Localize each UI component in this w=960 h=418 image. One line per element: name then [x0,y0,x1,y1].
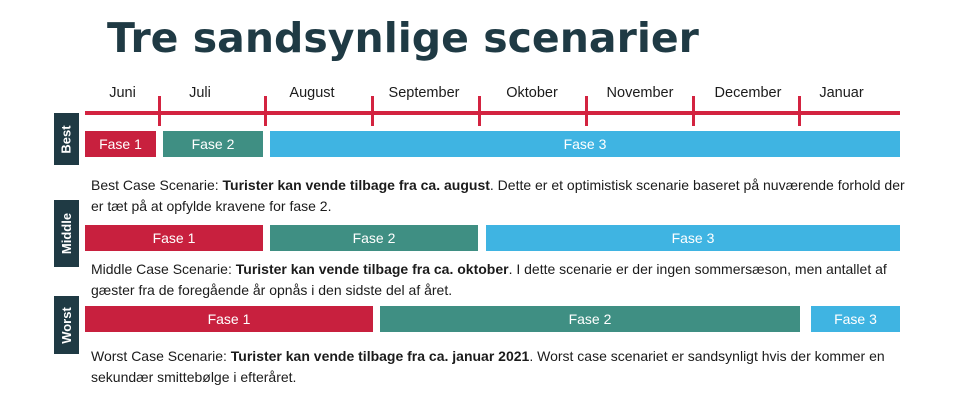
scenario-description: Best Case Scenarie: Turister kan vende tilbage fra ca. august. Dette er et optimistisk scenarie baseret på nuværende forhold der er tæt på at opfylde kravene for fase 2. [91,177,905,214]
month-tick [158,96,161,126]
month-label: November [606,85,674,101]
month-tick [798,96,801,126]
phase-1-bar: Fase 1 [85,225,263,251]
month-label: Juli [189,85,211,101]
month-tick [264,96,267,126]
phase-3-bar: Fase 3 [270,131,900,157]
month-label: December [714,85,782,101]
month-label: September [388,85,460,101]
phase-1-bar: Fase 1 [85,131,156,157]
scenario-label: Worst [54,296,79,354]
month-label: August [289,85,335,101]
scenario-description: Middle Case Scenarie: Turister kan vende tilbage fra ca. oktober. I dette scenarie er der ingen sommersæson, men antallet af gæster fra de foregående år opnås i den sidste del af året. [91,261,887,298]
page-title: Tre sandsynlige scenarier [107,14,699,62]
phase-2-bar: Fase 2 [270,225,478,251]
month-tick [371,96,374,126]
timeline-axis [85,111,900,115]
scenario-label: Best [54,113,79,165]
scenario-description: Worst Case Scenarie: Turister kan vende tilbage fra ca. januar 2021. Worst case scenariet er sandsynligt hvis der kommer en sekundær smittebølge i efteråret. [91,348,885,385]
phase-2-bar: Fase 2 [380,306,800,332]
month-tick [692,96,695,126]
phase-2-bar: Fase 2 [163,131,263,157]
phase-1-bar: Fase 1 [85,306,373,332]
month-label: Juni [109,85,136,101]
phase-3-bar: Fase 3 [811,306,900,332]
phase-3-bar: Fase 3 [486,225,900,251]
scenario-label: Middle [54,200,79,267]
month-label: Oktober [506,85,558,101]
month-tick [585,96,588,126]
month-label: Januar [819,85,864,101]
month-tick [478,96,481,126]
